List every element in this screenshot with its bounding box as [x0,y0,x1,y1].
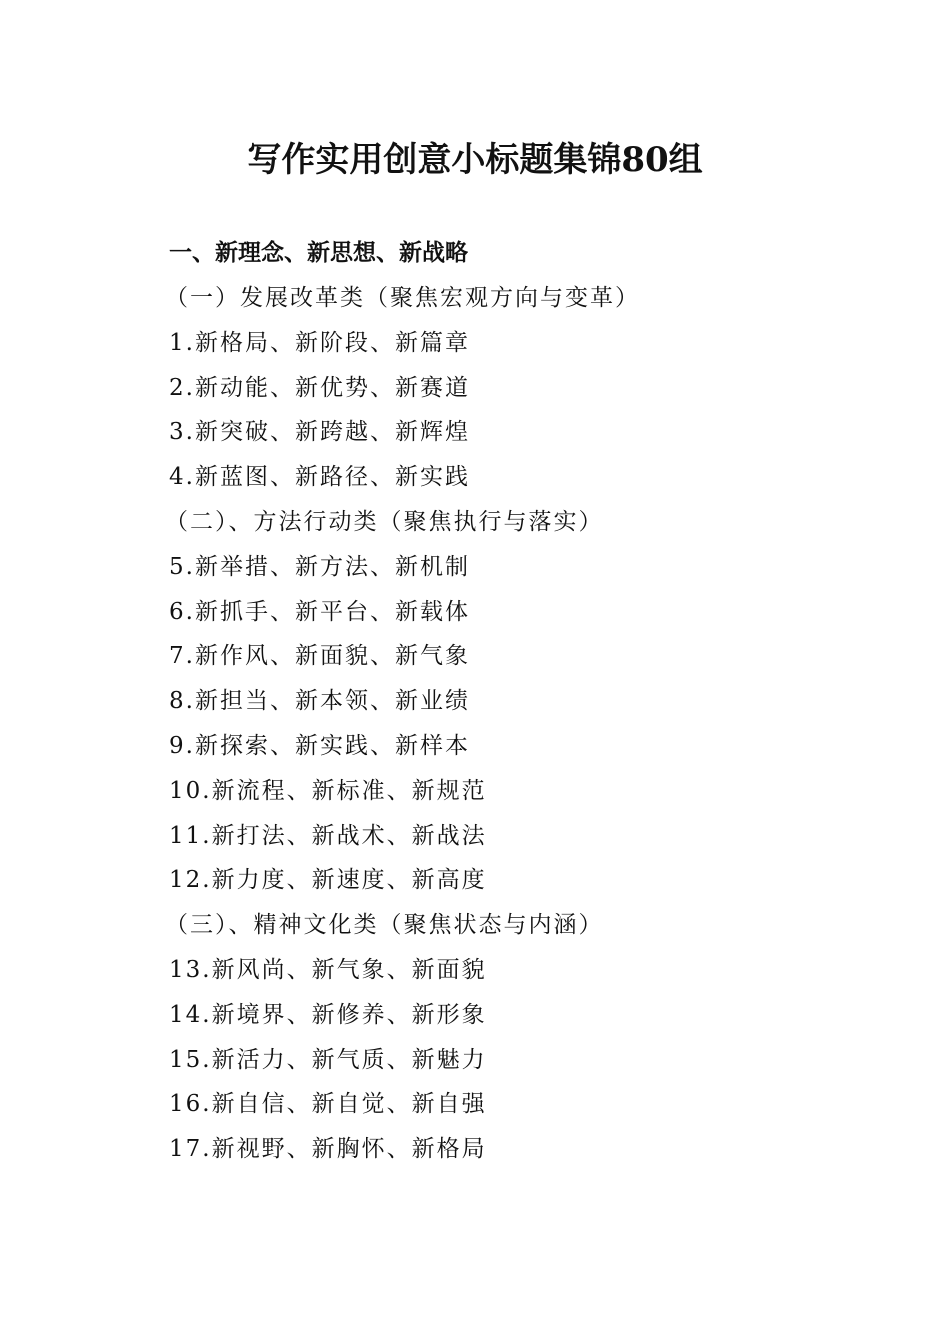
list-item: 6.新抓手、新平台、新载体 [169,598,470,625]
list-item: 5.新举措、新方法、新机制 [169,553,470,580]
list-item: 2.新动能、新优势、新赛道 [169,374,470,401]
list-item: 11.新打法、新战术、新战法 [169,822,487,849]
list-item: 17.新视野、新胸怀、新格局 [169,1136,487,1163]
list-item: 7.新作风、新面貌、新气象 [169,643,470,670]
list-item: 14.新境界、新修养、新形象 [169,1001,487,1028]
list-item: 4.新蓝图、新路径、新实践 [169,464,470,491]
category-heading-2: （二）、方法行动类（聚焦执行与落实） [165,508,604,535]
list-item: 15.新活力、新气质、新魅力 [169,1046,487,1073]
list-item: 9.新探索、新实践、新样本 [169,732,470,759]
list-item: 12.新力度、新速度、新高度 [169,867,487,894]
list-item: 13.新风尚、新气象、新面貌 [169,956,487,983]
list-item: 3.新突破、新跨越、新辉煌 [169,419,470,446]
list-item: 8.新担当、新本领、新业绩 [169,688,470,715]
document-body [165,231,869,1172]
document-title: 写作实用创意小标题集锦80组 [247,140,703,180]
list-item: 16.新自信、新自觉、新自强 [169,1091,487,1118]
category-heading-1: （一）发展改革类（聚焦宏观方向与变革） [165,285,640,311]
list-item: 1.新格局、新阶段、新篇章 [169,329,470,356]
section-heading: 一、新理念、新思想、新战略 [169,240,468,266]
list-item: 10.新流程、新标准、新规范 [169,777,487,804]
category-heading-3: （三）、精神文化类（聚焦状态与内涵） [165,912,604,939]
